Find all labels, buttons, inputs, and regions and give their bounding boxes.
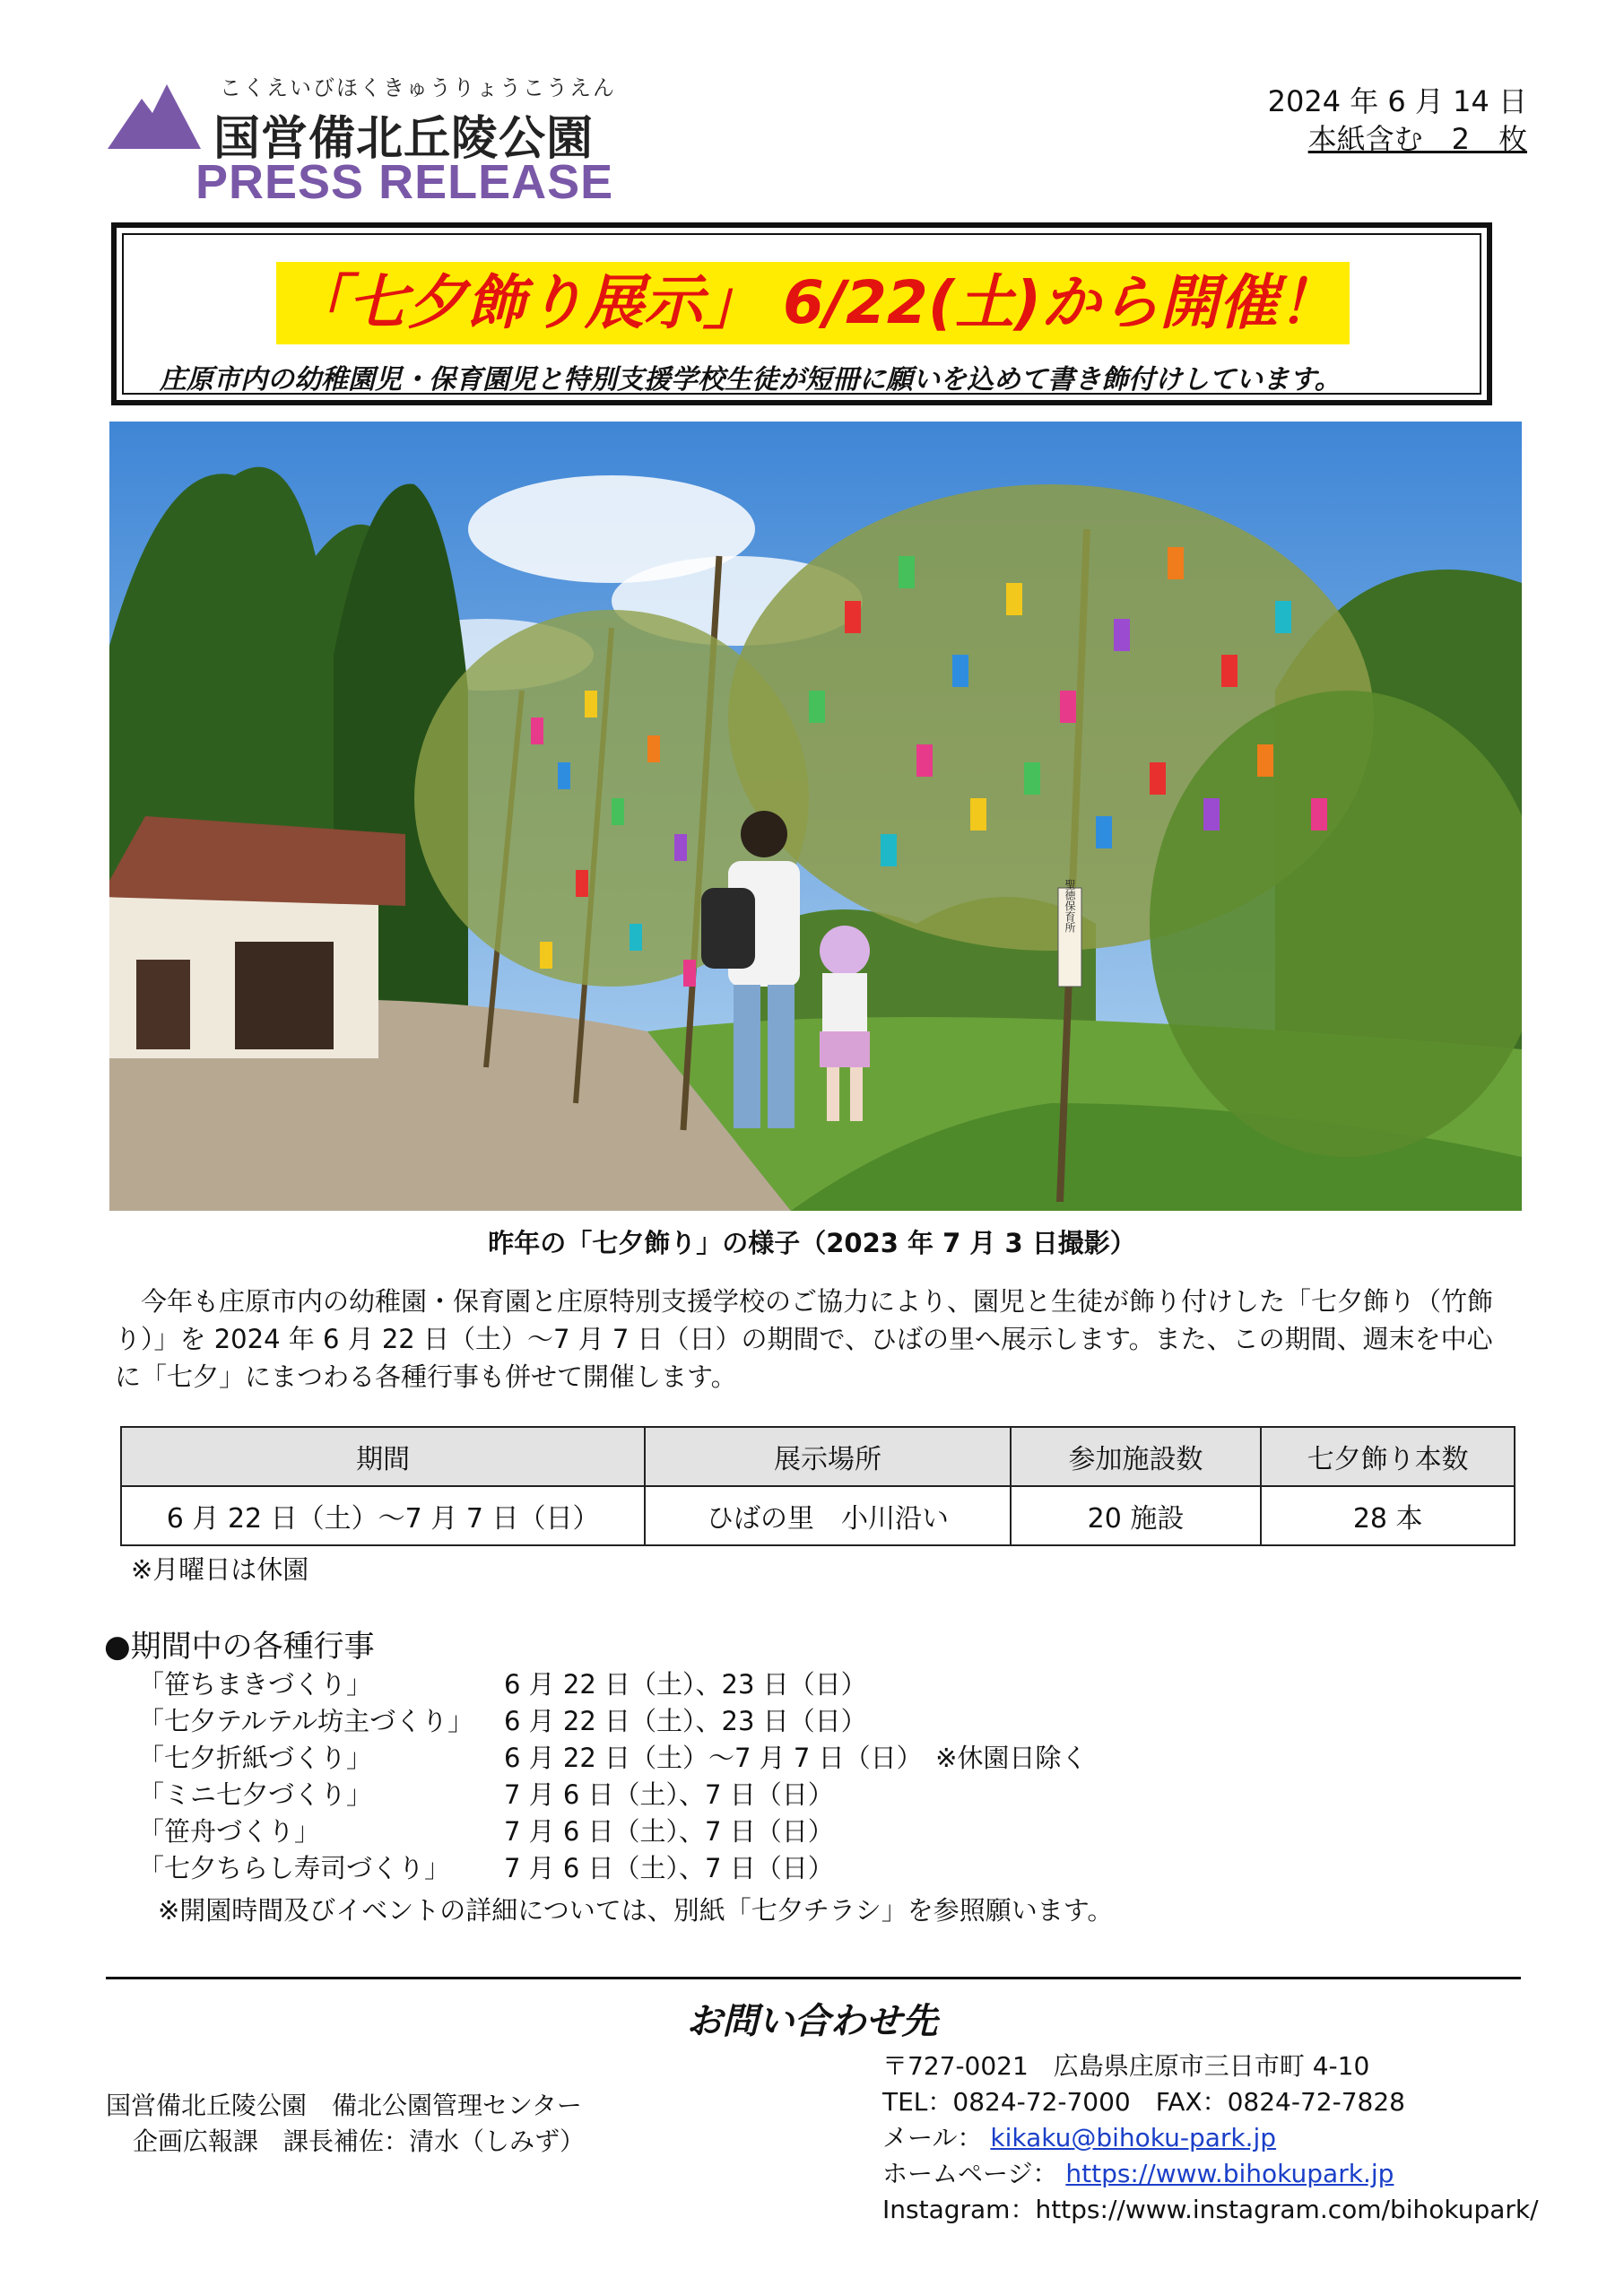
contact-web-row (882, 2154, 1539, 2190)
table-cell-period: 6 月 22 日（土）～7 月 7 日（日） (121, 1486, 645, 1545)
tanabata-photo (109, 422, 1522, 1211)
press-release-label: PRESS RELEASE (195, 155, 614, 209)
table-header-cell: 展示場所 (645, 1427, 1010, 1486)
table-cell-decorations: 28 本 (1261, 1486, 1515, 1545)
page-count: 本紙含む 2 枚 (1307, 122, 1527, 156)
release-date: 2024 年 6 月 14 日 (1267, 84, 1527, 118)
table-cell-facilities: 20 施設 (1011, 1486, 1262, 1545)
events-note: ※開園時間及びイベントの詳細については、別紙「七夕チラシ」を参照願います。 (158, 1895, 1114, 1926)
event-date: 6 月 22 日（土）、23 日（日） (504, 1669, 867, 1700)
table-row (121, 1486, 1515, 1545)
table-header-cell: 参加施設数 (1011, 1427, 1262, 1486)
events-heading: ●期間中の各種行事 (104, 1629, 375, 1665)
contact-mail-row (882, 2118, 1539, 2154)
table-header-cell: 期間 (121, 1427, 645, 1486)
event-name: 「ミニ七夕づくり」 (138, 1779, 373, 1810)
event-name: 「七夕テルテル坊主づくり」 (138, 1706, 474, 1736)
contact-tel-fax: TEL：0824-72-7000 FAX：0824-72-7828 (882, 2087, 1405, 2117)
divider (106, 1977, 1521, 1979)
contact-instagram: Instagram：https://www.instagram.com/bihokupark/ (882, 2195, 1539, 2224)
event-date: 7 月 6 日（土）、7 日（日） (504, 1853, 834, 1883)
event-date: 7 月 6 日（土）、7 日（日） (504, 1816, 834, 1847)
contact-title: お問い合わせ先 (686, 2001, 938, 2042)
logo-ruby-text: こくえいびほくきゅうりょうこうえん (220, 75, 616, 100)
headline-subtitle: 庄原市内の幼稚園児・保育園児と特別支援学校生徒が短冊に願いを込めて書き飾付けしています。 (160, 364, 1342, 396)
contact-organization: 国営備北丘陵公園 備北公園管理センター (106, 2091, 582, 2120)
headline-box (111, 222, 1492, 405)
mail-label: メール： (882, 2123, 983, 2152)
table-cell-location: ひばの里 小川沿い (645, 1486, 1010, 1545)
event-date: 6 月 22 日（土）～7 月 7 日（日） ※休園日除く (504, 1743, 1088, 1773)
contact-department: 企画広報課 課長補佐：清水（しみず） (133, 2126, 586, 2156)
body-paragraph: 今年も庄原市内の幼稚園・保育園と庄原特別支援学校のご協力により、園児と生徒が飾り付けした「七夕飾り（竹飾り）」を 2024 年 6 月 22 日（土）～7 月 7 日（日）の期間で、ひばの里へ展示します。また、この期間、週末を中心に「七夕」にまつわる各種行事も併せて開催します。 (115, 1286, 1494, 1392)
exhibition-info-table (120, 1426, 1515, 1546)
mail-link[interactable]: kikaku@bihoku-park.jp (990, 2123, 1277, 2152)
event-name: 「笹ちまきづくり」 (138, 1669, 373, 1700)
contact-postal: 〒727-0021 広島県庄原市三日市町 4-10 (882, 2051, 1370, 2081)
website-link[interactable]: https://www.bihokupark.jp (1065, 2159, 1394, 2188)
event-date: 6 月 22 日（土）、23 日（日） (504, 1706, 867, 1736)
photo-caption: 昨年の「七夕飾り」の様子（2023 年 7 月 3 日撮影） (488, 1228, 1136, 1258)
event-name: 「七夕折紙づくり」 (138, 1743, 373, 1773)
logo-park-name: 国営備北丘陵公園 (213, 112, 595, 166)
headline-title: 「七夕飾り展示」 6/22(土)から開催！ (276, 262, 1350, 344)
event-name: 「七夕ちらし寿司づくり」 (138, 1853, 451, 1883)
closed-note: ※月曜日は休園 (131, 1554, 309, 1585)
table-header-row (121, 1427, 1515, 1486)
contact-details (882, 2047, 1539, 2226)
svg-text:聖徳保育所: 聖徳保育所 (1064, 879, 1076, 933)
table-header-cell: 七夕飾り本数 (1261, 1427, 1515, 1486)
event-date: 7 月 6 日（土）、7 日（日） (504, 1779, 834, 1810)
web-label: ホームページ： (882, 2159, 1058, 2188)
event-name: 「笹舟づくり」 (138, 1816, 321, 1847)
park-logo-mountain-icon (106, 79, 203, 152)
